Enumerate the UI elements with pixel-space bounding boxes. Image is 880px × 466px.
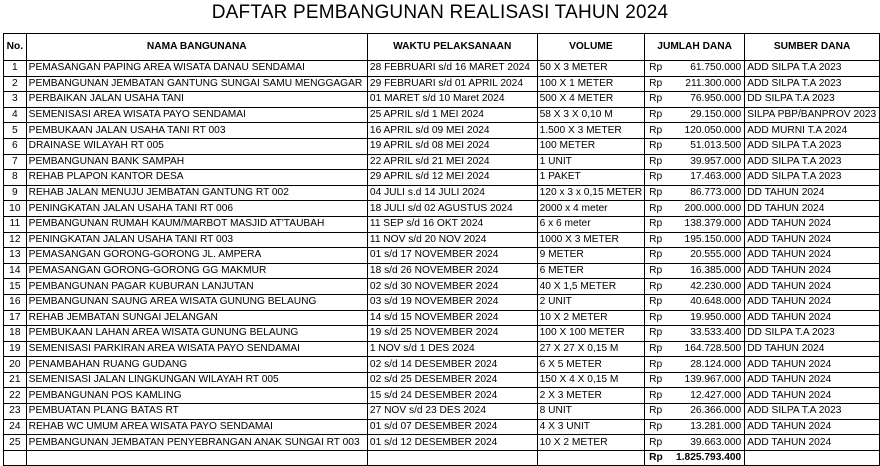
table-row xyxy=(4,404,880,420)
cell-nama: PEMASANGAN GORONG-GORONG JL. AMPERA xyxy=(26,248,367,264)
cell-waktu: 16 APRIL s/d 09 MEI 2024 xyxy=(367,123,537,139)
total-row xyxy=(4,450,880,466)
cell-sumber: DD SILPA T.A 2023 xyxy=(745,326,880,342)
cell-jumlah: 19.950.000 xyxy=(674,310,745,326)
cell-jumlah: 26.366.000 xyxy=(674,404,745,420)
cell-waktu: 25 APRIL s/d 1 MEI 2024 xyxy=(367,107,537,123)
cell-nama: SEMENISASI JALAN LINGKUNGAN WILAYAH RT 005 xyxy=(26,372,367,388)
cell-currency: Rp xyxy=(645,357,674,373)
cell-currency: Rp xyxy=(645,248,674,264)
cell-waktu: 11 SEP s/d 16 OKT 2024 xyxy=(367,216,537,232)
cell-no: 8 xyxy=(4,170,27,186)
cell-waktu: 19 APRIL s/d 08 MEI 2024 xyxy=(367,138,537,154)
cell-jumlah: 28.124.000 xyxy=(674,357,745,373)
cell-waktu: 29 APRIL s/d 12 MEI 2024 xyxy=(367,170,537,186)
table-row xyxy=(4,201,880,217)
cell-volume: 500 X 4 METER xyxy=(537,92,645,108)
cell-waktu: 01 s/d 12 DESEMBER 2024 xyxy=(367,435,537,451)
cell-sumber: ADD TAHUN 2024 xyxy=(745,232,880,248)
cell-currency: Rp xyxy=(645,138,674,154)
cell-nama: REHAB PLAPON KANTOR DESA xyxy=(26,170,367,186)
cell-jumlah: 76.950.000 xyxy=(674,92,745,108)
cell-waktu: 18 JULI s/d 02 AGUSTUS 2024 xyxy=(367,201,537,217)
cell-sumber: ADD TAHUN 2024 xyxy=(745,372,880,388)
table-row xyxy=(4,232,880,248)
cell-volume: 100 X 1 METER xyxy=(537,76,645,92)
realization-table xyxy=(3,33,880,466)
cell-nama: DRAINASE WILAYAH RT 005 xyxy=(26,138,367,154)
table-row xyxy=(4,372,880,388)
cell-volume: 120 x 3 x 0,15 METER xyxy=(537,185,645,201)
cell-nama: SEMENISASI AREA WISATA PAYO SENDAMAI xyxy=(26,107,367,123)
header-waktu: WAKTU PELAKSANAAN xyxy=(367,34,537,61)
cell-no: 18 xyxy=(4,326,27,342)
cell-currency: Rp xyxy=(645,154,674,170)
cell-currency: Rp xyxy=(645,216,674,232)
cell-waktu: 03 s/d 19 NOVEMBER 2024 xyxy=(367,294,537,310)
cell-no: 24 xyxy=(4,419,27,435)
cell-volume: 6 METER xyxy=(537,263,645,279)
cell-currency: Rp xyxy=(645,170,674,186)
cell-volume: 40 X 1,5 METER xyxy=(537,279,645,295)
cell-jumlah: 61.750.000 xyxy=(674,61,745,77)
cell-volume: 10 X 2 METER xyxy=(537,310,645,326)
cell-blank xyxy=(537,450,645,466)
cell-no: 11 xyxy=(4,216,27,232)
cell-waktu: 28 FEBRUARI s/d 16 MARET 2024 xyxy=(367,61,537,77)
cell-jumlah: 51.013.500 xyxy=(674,138,745,154)
cell-currency: Rp xyxy=(645,372,674,388)
cell-currency: Rp xyxy=(645,201,674,217)
table-row xyxy=(4,92,880,108)
cell-sumber: ADD TAHUN 2024 xyxy=(745,279,880,295)
cell-nama: PEMASANGAN PAPING AREA WISATA DANAU SENDAMAI xyxy=(26,61,367,77)
cell-volume: 1 UNIT xyxy=(537,154,645,170)
cell-no: 7 xyxy=(4,154,27,170)
cell-currency: Rp xyxy=(645,404,674,420)
table-header-row xyxy=(4,34,880,61)
cell-jumlah: 138.379.000 xyxy=(674,216,745,232)
cell-no: 6 xyxy=(4,138,27,154)
cell-waktu: 27 NOV s/d 23 DES 2024 xyxy=(367,404,537,420)
table-row xyxy=(4,357,880,373)
table-row xyxy=(4,326,880,342)
cell-waktu: 19 s/d 25 NOVEMBER 2024 xyxy=(367,326,537,342)
cell-jumlah: 39.663.000 xyxy=(674,435,745,451)
cell-nama: PEMBANGUNAN POS KAMLING xyxy=(26,388,367,404)
cell-jumlah: 17.463.000 xyxy=(674,170,745,186)
cell-jumlah: 195.150.000 xyxy=(674,232,745,248)
cell-nama: PEMBANGUNAN PAGAR KUBURAN LANJUTAN xyxy=(26,279,367,295)
cell-currency: Rp xyxy=(645,294,674,310)
cell-nama: REHAB WC UMUM AREA WISATA PAYO SENDAMAI xyxy=(26,419,367,435)
table-row xyxy=(4,123,880,139)
cell-sumber: ADD TAHUN 2024 xyxy=(745,310,880,326)
cell-nama: PEMBANGUNAN JEMBATAN PENYEBRANGAN ANAK SUNGAI RT 003 xyxy=(26,435,367,451)
cell-sumber: ADD SILPA T.A 2023 xyxy=(745,76,880,92)
total-amount: 1.825.793.400 xyxy=(674,450,745,466)
cell-waktu: 01 s/d 17 NOVEMBER 2024 xyxy=(367,248,537,264)
cell-volume: 50 X 3 METER xyxy=(537,61,645,77)
cell-volume: 100 X 100 METER xyxy=(537,326,645,342)
cell-currency: Rp xyxy=(645,92,674,108)
cell-nama: PERBAIKAN JALAN USAHA TANI xyxy=(26,92,367,108)
table-row xyxy=(4,435,880,451)
cell-no: 4 xyxy=(4,107,27,123)
cell-no: 16 xyxy=(4,294,27,310)
cell-currency: Rp xyxy=(645,61,674,77)
cell-jumlah: 164.728.500 xyxy=(674,341,745,357)
cell-sumber: SILPA PBP/BANPROV 2023 xyxy=(745,107,880,123)
cell-nama: PEMBANGUNAN RUMAH KAUM/MARBOT MASJID AT'TAUBAH xyxy=(26,216,367,232)
cell-jumlah: 200.000.000 xyxy=(674,201,745,217)
cell-currency: Rp xyxy=(645,419,674,435)
cell-jumlah: 20.555.000 xyxy=(674,248,745,264)
cell-volume: 6 X 5 METER xyxy=(537,357,645,373)
cell-jumlah: 40.648.000 xyxy=(674,294,745,310)
cell-sumber: ADD SILPA T.A 2023 xyxy=(745,170,880,186)
cell-sumber: ADD SILPA T.A 2023 xyxy=(745,404,880,420)
table-row xyxy=(4,279,880,295)
cell-nama: PEMBUATAN PLANG BATAS RT xyxy=(26,404,367,420)
cell-jumlah: 29.150.000 xyxy=(674,107,745,123)
document-title: DAFTAR PEMBANGUNAN REALISASI TAHUN 2024 xyxy=(211,2,669,23)
cell-no: 14 xyxy=(4,263,27,279)
cell-jumlah: 86.773.000 xyxy=(674,185,745,201)
total-currency: Rp xyxy=(645,450,674,466)
cell-volume: 9 METER xyxy=(537,248,645,264)
cell-waktu: 14 s/d 15 NOVEMBER 2024 xyxy=(367,310,537,326)
cell-nama: PEMBANGUNAN SAUNG AREA WISATA GUNUNG BELAUNG xyxy=(26,294,367,310)
table-body xyxy=(4,61,880,466)
table-row xyxy=(4,294,880,310)
cell-jumlah: 39.957.000 xyxy=(674,154,745,170)
table-row xyxy=(4,154,880,170)
cell-nama: PEMBUKAAN LAHAN AREA WISATA GUNUNG BELAUNG xyxy=(26,326,367,342)
cell-no: 25 xyxy=(4,435,27,451)
cell-currency: Rp xyxy=(645,326,674,342)
table-row xyxy=(4,76,880,92)
cell-blank xyxy=(745,450,880,466)
cell-sumber: ADD SILPA T.A 2023 xyxy=(745,154,880,170)
cell-nama: REHAB JEMBATAN SUNGAI JELANGAN xyxy=(26,310,367,326)
cell-volume: 2000 x 4 meter xyxy=(537,201,645,217)
cell-no: 10 xyxy=(4,201,27,217)
header-jumlah: JUMLAH DANA xyxy=(645,34,745,61)
cell-sumber: ADD SILPA T.A 2023 xyxy=(745,61,880,77)
cell-no: 3 xyxy=(4,92,27,108)
cell-sumber: ADD TAHUN 2024 xyxy=(745,388,880,404)
cell-sumber: DD TAHUN 2024 xyxy=(745,341,880,357)
table-row xyxy=(4,170,880,186)
cell-nama: PENINGKATAN JALAN USAHA TANI RT 003 xyxy=(26,232,367,248)
cell-sumber: ADD SILPA T.A 2023 xyxy=(745,138,880,154)
cell-waktu: 29 FEBRUARI s/d 01 APRIL 2024 xyxy=(367,76,537,92)
cell-waktu: 02 s/d 14 DESEMBER 2024 xyxy=(367,357,537,373)
cell-nama: PEMBUKAAN JALAN USAHA TANI RT 003 xyxy=(26,123,367,139)
header-nama: NAMA BANGUNANA xyxy=(26,34,367,61)
cell-waktu: 02 s/d 30 NOVEMBER 2024 xyxy=(367,279,537,295)
cell-waktu: 11 NOV s/d 20 NOV 2024 xyxy=(367,232,537,248)
cell-no: 5 xyxy=(4,123,27,139)
cell-currency: Rp xyxy=(645,279,674,295)
table-row xyxy=(4,419,880,435)
table-row xyxy=(4,263,880,279)
cell-jumlah: 120.050.000 xyxy=(674,123,745,139)
cell-sumber: DD TAHUN 2024 xyxy=(745,185,880,201)
cell-waktu: 01 MARET s/d 10 Maret 2024 xyxy=(367,92,537,108)
cell-currency: Rp xyxy=(645,76,674,92)
cell-sumber: ADD MURNI T.A 2024 xyxy=(745,123,880,139)
cell-currency: Rp xyxy=(645,310,674,326)
cell-no: 13 xyxy=(4,248,27,264)
table-row xyxy=(4,138,880,154)
cell-currency: Rp xyxy=(645,185,674,201)
cell-volume: 10 X 2 METER xyxy=(537,435,645,451)
header-volume: VOLUME xyxy=(537,34,645,61)
header-no: No. xyxy=(4,34,27,61)
cell-no: 17 xyxy=(4,310,27,326)
cell-volume: 4 X 3 UNIT xyxy=(537,419,645,435)
cell-jumlah: 42.230.000 xyxy=(674,279,745,295)
cell-sumber: ADD TAHUN 2024 xyxy=(745,357,880,373)
header-sumber: SUMBER DANA xyxy=(745,34,880,61)
cell-volume: 150 X 4 X 0,15 M xyxy=(537,372,645,388)
table-row xyxy=(4,107,880,123)
cell-no: 9 xyxy=(4,185,27,201)
cell-no: 15 xyxy=(4,279,27,295)
cell-sumber: ADD TAHUN 2024 xyxy=(745,294,880,310)
cell-jumlah: 13.281.000 xyxy=(674,419,745,435)
cell-volume: 1.500 X 3 METER xyxy=(537,123,645,139)
cell-nama: PEMBANGUNAN JEMBATAN GANTUNG SUNGAI SAMU MENGGAGAR xyxy=(26,76,367,92)
cell-volume: 58 X 3 X 0,10 M xyxy=(537,107,645,123)
cell-sumber: ADD TAHUN 2024 xyxy=(745,263,880,279)
table-row xyxy=(4,310,880,326)
cell-sumber: ADD TAHUN 2024 xyxy=(745,435,880,451)
cell-nama: PEMASANGAN GORONG-GORONG GG MAKMUR xyxy=(26,263,367,279)
cell-jumlah: 139.967.000 xyxy=(674,372,745,388)
cell-sumber: DD TAHUN 2024 xyxy=(745,201,880,217)
table-row xyxy=(4,248,880,264)
cell-no: 21 xyxy=(4,372,27,388)
cell-volume: 1 PAKET xyxy=(537,170,645,186)
cell-jumlah: 16.385.000 xyxy=(674,263,745,279)
cell-volume: 100 METER xyxy=(537,138,645,154)
cell-volume: 2 X 3 METER xyxy=(537,388,645,404)
cell-jumlah: 211.300.000 xyxy=(674,76,745,92)
cell-volume: 6 x 6 meter xyxy=(537,216,645,232)
cell-nama: PENINGKATAN JALAN USAHA TANI RT 006 xyxy=(26,201,367,217)
table-row xyxy=(4,341,880,357)
cell-waktu: 01 s/d 07 DESEMBER 2024 xyxy=(367,419,537,435)
cell-waktu: 04 JULI s.d 14 JULI 2024 xyxy=(367,185,537,201)
cell-sumber: ADD TAHUN 2024 xyxy=(745,419,880,435)
cell-no: 19 xyxy=(4,341,27,357)
cell-currency: Rp xyxy=(645,123,674,139)
cell-nama: REHAB JALAN MENUJU JEMBATAN GANTUNG RT 002 xyxy=(26,185,367,201)
cell-volume: 2 UNIT xyxy=(537,294,645,310)
cell-jumlah: 12.427.000 xyxy=(674,388,745,404)
cell-volume: 27 X 27 X 0,15 M xyxy=(537,341,645,357)
cell-no: 1 xyxy=(4,61,27,77)
cell-currency: Rp xyxy=(645,341,674,357)
table-row xyxy=(4,61,880,77)
cell-blank xyxy=(26,450,367,466)
cell-no: 2 xyxy=(4,76,27,92)
table-row xyxy=(4,388,880,404)
cell-currency: Rp xyxy=(645,232,674,248)
table-row xyxy=(4,185,880,201)
cell-sumber: ADD TAHUN 2024 xyxy=(745,216,880,232)
cell-no: 20 xyxy=(4,357,27,373)
cell-currency: Rp xyxy=(645,107,674,123)
table-row xyxy=(4,216,880,232)
cell-blank xyxy=(4,450,27,466)
cell-no: 22 xyxy=(4,388,27,404)
cell-sumber: DD SILPA T.A 2023 xyxy=(745,92,880,108)
cell-waktu: 1 NOV s/d 1 DES 2024 xyxy=(367,341,537,357)
cell-currency: Rp xyxy=(645,263,674,279)
cell-nama: PENAMBAHAN RUANG GUDANG xyxy=(26,357,367,373)
cell-waktu: 15 s/d 24 DESEMBER 2024 xyxy=(367,388,537,404)
cell-blank xyxy=(367,450,537,466)
cell-no: 23 xyxy=(4,404,27,420)
cell-nama: SEMENISASI PARKIRAN AREA WISATA PAYO SENDAMAI xyxy=(26,341,367,357)
cell-volume: 1000 X 3 METER xyxy=(537,232,645,248)
cell-waktu: 22 APRIL s/d 21 MEI 2024 xyxy=(367,154,537,170)
cell-currency: Rp xyxy=(645,435,674,451)
cell-volume: 8 UNIT xyxy=(537,404,645,420)
cell-sumber: ADD TAHUN 2024 xyxy=(745,248,880,264)
cell-jumlah: 33.533.400 xyxy=(674,326,745,342)
cell-waktu: 02 s/d 25 DESEMBER 2024 xyxy=(367,372,537,388)
cell-waktu: 18 s/d 26 NOVEMBER 2024 xyxy=(367,263,537,279)
cell-nama: PEMBANGUNAN BANK SAMPAH xyxy=(26,154,367,170)
cell-currency: Rp xyxy=(645,388,674,404)
cell-no: 12 xyxy=(4,232,27,248)
